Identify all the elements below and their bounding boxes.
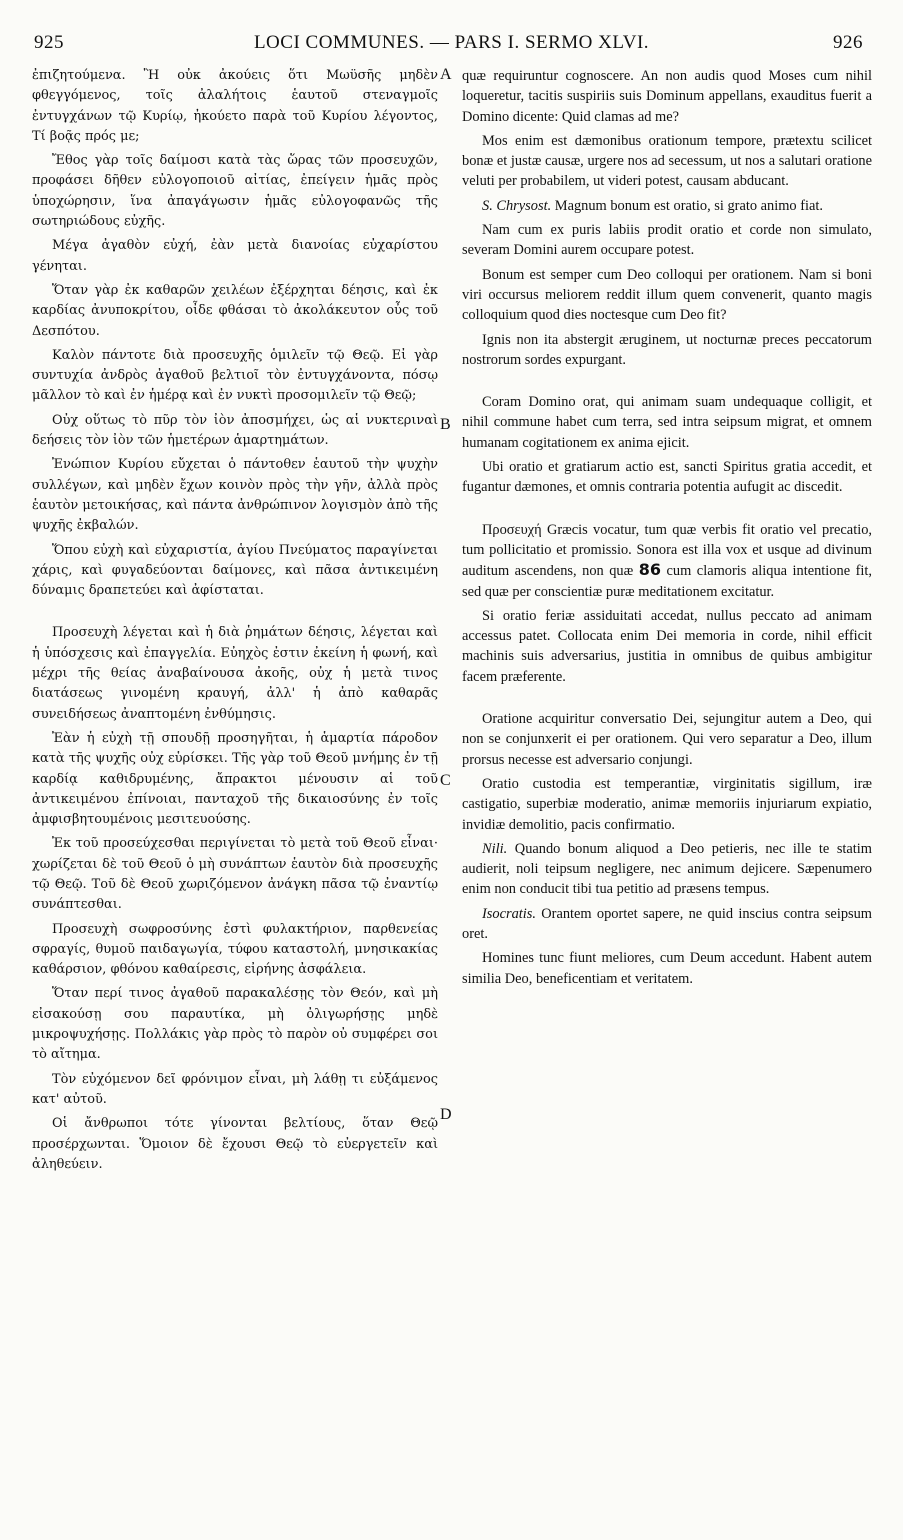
greek-paragraph: Ἐκ τοῦ προσεύχεσθαι περιγίνεται τὸ μετὰ τοῦ Θεοῦ εἶναι· χωρίζεται δὲ τοῦ Θεοῦ ὁ μὴ συνάπτων ἑαυτὸν διὰ προσευχῆς τῷ Θεῷ. Τοῦ δὲ Θεοῦ χωριζόμενον ἀνάγκη πᾶσα τῷ ἐναντίῳ συνάπτεσθαι. — [32, 836, 438, 913]
latin-paragraph: Nam cum ex puris labiis prodit oratio et corde non simulato, severam Domini aurem occupare potest. — [462, 222, 872, 259]
running-title: LOCI COMMUNES. — PARS I. SERMO XLVI. — [253, 32, 650, 53]
section-marker-d: D — [440, 1106, 452, 1123]
latin-paragraph: Ignis non ita abstergit æruginem, ut nocturnæ preces peccatorum nostrorum sordes expurgant. — [462, 331, 872, 368]
latin-paragraph — [462, 196, 872, 216]
latin-paragraph: Si oratio feriæ assiduitati accedat, nullus peccato ad animam accessus patet. Collocata enim Dei memoria in corde, nihil efficit machinis suis adversarius, justitia in omnibus de quibus ambigitur facem præferente. — [462, 607, 872, 685]
greek-paragraph: Ἐνώπιον Κυρίου εὔχεται ὁ πάντοθεν ἑαυτοῦ τὴν ψυχὴν συλλέγων, καὶ μηδὲν ἔχων κοινὸν πρὸς τὴν γῆν, ἀλλὰ πρὸς ἑαυτὸν μετοικήσας, καὶ πάντα ἀνθρώπινον λογισμὸν ἀπὸ τῆς ψυχῆς ἐκβαλών. — [32, 457, 438, 534]
section-marker-c: C — [440, 772, 451, 789]
latin-text: Quando bonum aliquod a Deo petieris, nec ille te statim audierit, noli teipsum negligere, nec animum dejicere. Sæpenumero enim non conducit tibi tua petitio ad præsens tempus. — [462, 840, 872, 898]
source-attribution: S. Chrysost. — [482, 197, 552, 214]
page-number-right: 926 — [833, 32, 863, 53]
page-header — [0, 32, 903, 56]
latin-text: Magnum bonum est oratio, si grato animo fiat. — [554, 197, 823, 214]
greek-paragraph: Ἐὰν ἡ εὐχὴ τῇ σπουδῇ προσηγῆται, ἡ ἁμαρτία πάροδον κατὰ τῆς ψυχῆς οὐχ εὑρίσκει. Τῆς γὰρ τοῦ Θεοῦ μνήμης ἐν τῇ καρδίᾳ καθιδρυμένης, ἄπρακτοι μένουσιν αἱ τοῦ ἀντικειμένου ἐπίνοιαι, πανταχοῦ τῆς δικαιοσύνης ἐν τοῖς ἀμφισβητουμένοις μεσιτευούσης. — [32, 730, 438, 828]
section-marker-b: B — [440, 416, 451, 433]
latin-paragraph: quæ requiruntur cognoscere. An non audis quod Moses cum nihil loqueretur, tacitis suspiriis suis Dominum appellans, exauditus fuerit a Domino dicente: Quid clamas ad me? — [462, 68, 872, 125]
greek-column — [32, 66, 438, 1179]
greek-paragraph: Καλὸν πάντοτε διὰ προσευχῆς ὁμιλεῖν τῷ Θεῷ. Εἰ γὰρ συντυχία ἀνδρὸς ἀγαθοῦ βελτιοῖ τὸν ἐντυγχάνοντα, πόσῳ μᾶλλον τὸ καὶ ἐν ἡμέρᾳ καὶ ἐν νυκτὶ προσομιλεῖν τῷ Θεῷ; — [32, 347, 438, 404]
greek-paragraph: Μέγα ἀγαθὸν εὐχή, ἐὰν μετὰ διανοίας εὐχαρίστου γένηται. — [32, 238, 438, 274]
latin-paragraph: Mos enim est dæmonibus orationum tempore, prætextu scilicet bonæ et justæ causæ, urgere nos ad secessum, ut nos a salutari oratione veluti per probabilem, ut videri potest, causam abducant. — [462, 132, 872, 190]
latin-paragraph: Bonum est semper cum Deo colloqui per orationem. Nam si boni viri occursus meliorem reddit illum quem convenerit, quanto magis colloquium quod dies noctesque cum Deo fit? — [462, 266, 872, 324]
greek-paragraph: Προσευχὴ σωφροσύνης ἐστὶ φυλακτήριον, παρθενείας σφραγίς, θυμοῦ παιδαγωγία, τύφου καταστολή, μνησικακίας καθάρσιον, φθόνου καθαίρεσις, εἰρήνης ἀσφάλεια. — [32, 921, 438, 978]
section-marker-a: A — [440, 66, 452, 83]
greek-paragraph: ἐπιζητούμενα. Ἢ οὐκ ἀκούεις ὅτι Μωϋσῆς μηδὲν φθεγγόμενος, τοῖς ἀλαλήτοις ἑαυτοῦ στεναγμοῖς ἐντυγχάνων τῷ Κυρίῳ, ἠκούετο παρὰ τοῦ Κυρίου λέγοντος, Τί βοᾷς πρός με; — [32, 68, 438, 144]
latin-paragraph: Oratio custodia est temperantiæ, virginitatis sigillum, iræ castigatio, superbiæ moderatio, animæ memoriis injuriarum expiatio, invidiæ demolitio, pacis confirmatio. — [462, 775, 872, 833]
greek-paragraph: Οὐχ οὕτως τὸ πῦρ τὸν ἰὸν ἀποσμήχει, ὡς αἱ νυκτεριναὶ δεήσεις τὸν ἰὸν τῶν ἡμετέρων ἁμαρτημάτων. — [32, 412, 438, 449]
greek-paragraph: Ἔθος γὰρ τοῖς δαίμοσι κατὰ τὰς ὥρας τῶν προσευχῶν, προφάσει δῆθεν εὐλογοποιοῦ αἰτίας, ἐπείγειν ἡμᾶς πρὸς ὑποχώρησιν, ἵνα ἀπαγάγωσιν ἡμᾶς εὐλογοφανῶς τῆς σωτηριώδους εὐχῆς. — [32, 153, 438, 230]
latin-paragraph: Homines tunc fiunt meliores, cum Deum accedunt. Habent autem similia Deo, beneficentiam et veritatem. — [462, 950, 872, 987]
latin-text: cum clamoris aliqua intentione fit, sed quæ per conscientiæ puræ meditationem excitatur. — [462, 563, 872, 600]
latin-paragraph: Ubi oratio et gratiarum actio est, sancti Spiritus gratia accedit, et fugantur dæmones, et omnis contraria potentia aufugit ac discedit. — [462, 459, 872, 496]
greek-paragraph: Ὅπου εὐχὴ καὶ εὐχαριστία, ἁγίου Πνεύματος παραγίνεται χάρις, καὶ φυγαδεύονται δαίμονες, καὶ πᾶσα ἀντικειμένη δύναμις δραπετεύει καὶ ἀφίσταται. — [32, 542, 438, 599]
latin-paragraph — [462, 904, 872, 945]
latin-paragraph — [462, 839, 872, 900]
latin-paragraph — [462, 520, 872, 602]
greek-paragraph: Ὅταν περί τινος ἀγαθοῦ παρακαλέσῃς τὸν Θεόν, καὶ μὴ εἰσακούσῃ σου παραυτίκα, μὴ ὀλιγωρήσῃς μηδὲ μικροψυχήσῃς. Πολλάκις γὰρ πρὸς τὸ παρὸν οὐ συμφέρει σοι τὸ αἴτημα. — [32, 986, 438, 1063]
greek-paragraph: Ὅταν γὰρ ἐκ καθαρῶν χειλέων ἐξέρχηται δέησις, καὶ ἐκ καρδίας ἀνυποκρίτου, οἶδε φθάσαι τὸ ἀκολάκευτον οὖς τοῦ Δεσπότου. — [32, 282, 438, 339]
page-number-left: 925 — [34, 32, 64, 53]
source-attribution: Isocratis. — [482, 905, 536, 922]
column-number: 86 — [638, 560, 661, 580]
latin-column — [462, 66, 872, 993]
source-attribution: Nili. — [482, 840, 508, 857]
greek-paragraph: Τὸν εὐχόμενον δεῖ φρόνιμον εἶναι, μὴ λάθῃ τι εὐξάμενος κατ' αὐτοῦ. — [32, 1071, 438, 1107]
latin-paragraph: Oratione acquiritur conversatio Dei, sejungitur autem a Deo, qui non se conjunxerit ei per orationem. Qui vero separatur a Deo, illum prorsus necesse est adversario conjungi. — [462, 711, 872, 768]
greek-paragraph: Οἱ ἄνθρωποι τότε γίνονται βελτίους, ὅταν Θεῷ προσέρχωνται. Ὅμοιον δὲ ἔχουσι Θεῷ τὸ εὐεργετεῖν καὶ ἀληθεύειν. — [32, 1116, 438, 1172]
greek-paragraph: Προσευχὴ λέγεται καὶ ἡ διὰ ῥημάτων δέησις, λέγεται καὶ ἡ ὑπόσχεσις καὶ ἐπαγγελία. Εὐηχὸς ἐστιν ἐκείνη ἡ φωνή, καὶ μέχρι τῆς θείας ἀναβαίνουσα ἀκοῆς, οὐχ ἡ μετὰ τινος διατάσεως γινομένη κραυγή, ἀλλ' ἡ ἀπὸ καθαρᾶς συνειδήσεως ἀναπτομένη ἐνθύμησις. — [32, 625, 438, 722]
latin-paragraph: Coram Domino orat, qui animam suam undequaque colligit, et nihil commune habet cum terra, sed intra seipsum migrat, et omnem humanam cogitationem ex anima ejicit. — [462, 394, 872, 451]
latin-text: Orantem oportet sapere, ne quid inscius contra seipsum oret. — [462, 905, 872, 942]
latin-text: Προσευχή Græcis vocatur, tum quæ verbis fit oratio vel precatio, tum pollicitatio et promissio. Sonora est illa vox et usque ad divinum auditum ascendens, non quæ — [462, 521, 872, 580]
